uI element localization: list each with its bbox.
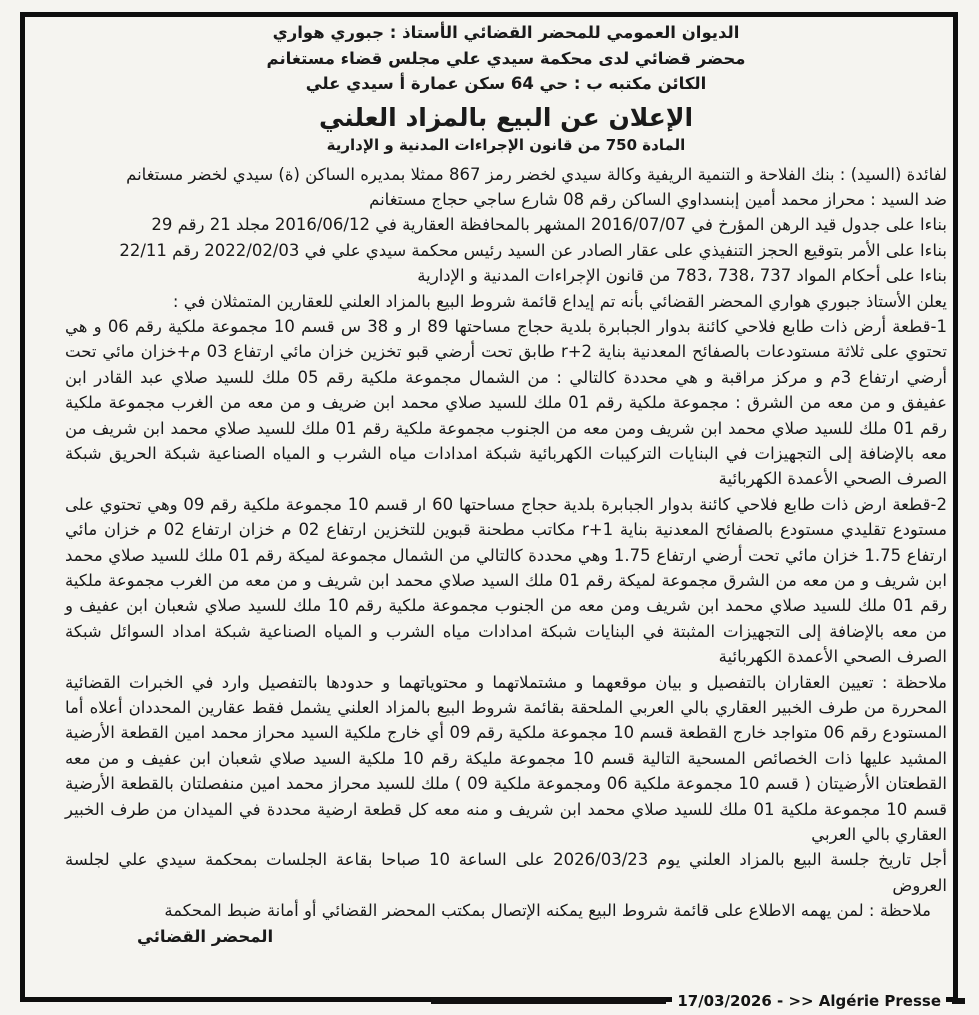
deposit-declaration-paragraph: يعلن الأستاذ جبوري هواري المحضر القضائي بأنه تم إيداع قائمة شروط البيع بالمزاد العلني للعقارين المتمثلان في : [172, 291, 947, 311]
legal-article-reference: المادة 750 من قانون الإجراءات المدنية و الإدارية [326, 135, 686, 154]
announcement-title: الإعلان عن البيع بالمزاد العلني [318, 102, 694, 132]
property-2-description: 2-قطعة ارض ذات طابع فلاحي كائنة بدوار الجبابرة بلدية حجاج مساحتها 60 ار قسم 10 مجموعة ملكية رقم 09 وهي تحتوي على مستودع تقليدي مستودع بالصفائح المعدنية بناية r+1 مكاتب مطحنة قبوين للتخزين ارتفاع 02 م خزان ارتفاع 02 م خزان مائي ارتفاع 1.75 خزان مائي تحت أرضي ارتفاع 1.75 وهي محددة كالتالي من الشمال مجموعة لميكة رقم 01 ملك للسيد صلاي محمد ابن شريف و من معه من الشرق مجموعة لميكة رقم 01 ملك السيد صلاي محمد ابن شريف و من معه من الغرب مجموعة ملكية رقم 01 ملك للسيد صلاي محمد ابن شريف ومن معه من الجنوب مجموعة ملكية رقم 10 ملك للسيد صلاي شعبان ابن عفيف و من معه بالإضافة إلى التجهيزات المثبتة في البنايات شبكة امدادات مياه الشرب و المياه الصناعية شبكة امداد السوائل شبكة الصرف الصحي الأعمدة الكهربائية [65, 494, 948, 667]
document-border-frame [20, 12, 958, 1002]
office-address-line: الكائن مكتبه ب : حي 64 سكن عمارة أ سيدي علي [305, 74, 707, 93]
seizure-order-paragraph: بناءا على الأمر بتوقيع الحجز التنفيذي على عقار الصادر عن السيد رئيس محكمة سيدي علي في 2022/02/03 رقم 22/11 [119, 240, 947, 260]
footer-rule-right [952, 998, 965, 1004]
expert-note-paragraph: ملاحظة : تعيين العقاران بالتفصيل و بيان موقعهما و مشتملاتهما و محتوياتهما و حدودها بالتفصيل وارد في الخبرات القضائية المحررة من طرف الخبير العقاري بالي العربي الملحقة بقائمة شروط البيع بالمزاد العلني يشمل فقط عقارين المحددان أعلاه أما المستودع رقم 06 متواجد خارج القطعة قسم 10 مجموعة ملكية رقم 09 أي خارج ملكية السيد محراز محمد امين القطعة الأرضية المشيد عليها ذات الخصائص المسحية التالية قسم 10 مجموعة مليكة رقم 10 ملكية السيد صلاي شعبان ابن عفيف و من معه القطعتان الأرضيتان ( قسم 10 مجموعة ملكية 06 ومجموعة ملكية 09 ) ملك للسيد محراز محمد امين منفصلتان بالقطعة الأرضية قسم 10 مجموعة ملكية 01 ملك للسيد صلاي محمد ابن شريف و منه معه كل قطعة ارضية محددة في الميدان من طرف الخبير العقاري بالي العربي [65, 672, 948, 845]
signature-title: المحضر القضائي [137, 926, 274, 946]
property-1-description: 1-قطعة أرض ذات طابع فلاحي كائنة بدوار الجبابرة بلدية حجاج مساحتها 89 ار و 38 س قسم 10 مجموعة ملكية رقم 06 و هي تحتوي على ثلاثة مستودعات بالصفائح المعدنية بناية r+2 طابق تحت أرضي قبو تخزين خزان مائي ارتفاع 03 م+خزان مائي تحت أرضي ارتفاع 3م و مركز مراقبة و هي محددة كالتالي : من الشمال مجموعة ملكية رقم 05 ملك للسيد صلاي عبد القادر ابن عفيفق و من معه من الشرق : مجموعة ملكية رقم 01 ملك للسيد صلاي محمد ابن ضريف و من معه من الغرب مجموعة ملكية رقم 01 ملك للسيد صلاي محمد ابن شريف ومن معه من الجنوب مجموعة ملكية رقم 01 ملك للسيد صلاي محمد ابن شريف من معه بالإضافة إلى التجهيزات في البنايات التركيبات الكهربائية شبكة امدادات مياه الشرب و المياه الصناعية شبكة الحريق شبكة الصرف الصحي الأعمدة الكهربائية [65, 316, 947, 489]
mortgage-record-paragraph: بناءا على جدول قيد الرهن المؤرخ في 2016/07/07 المشهر بالمحافظة العقارية في 2016/06/12 مجلد 21 رقم 29 [151, 215, 947, 235]
bailiff-role-line: محضر قضائي لدى محكمة سيدي علي مجلس قضاء مستغانم [266, 48, 746, 68]
document-body [65, 162, 947, 950]
defendant-paragraph: ضد السيد : محراز محمد أمين إبنسداوي الساكن رقم 08 شارع ساجي حجاج مستغانم [369, 189, 947, 209]
legal-articles-paragraph: بناءا على أحكام المواد 737 ،738 ،783 من قانون الإجراءات المدنية و الإدارية [417, 266, 947, 286]
press-footer [431, 990, 965, 1012]
footer-rule-left [431, 998, 666, 1004]
document-header [65, 20, 947, 156]
contact-note-paragraph: ملاحظة : لمن يهمه الاطلاع على قائمة شروط البيع يمكنه الإتصال بمكتب المحضر القضائي أو أمانة ضبط المحكمة [164, 901, 931, 921]
auction-date-paragraph: أجل تاريخ جلسة البيع بالمزاد العلني يوم 2026/03/23 على الساعة 10 صباحا بقاعة الجلسات بمحكمة سيدي علي لجلسة العروض [65, 850, 947, 895]
office-title: الديوان العمومي للمحضر القضائي الأستاذ : جبوري هواري [272, 23, 740, 42]
beneficiary-paragraph: لفائدة (السيد) : بنك الفلاحة و التنمية الريفية وكالة سيدي لخضر رمز 867 ممثلا بمديره الساكن (ة) سيدي لخضر مستغانم [126, 164, 947, 184]
press-date-stamp: 17/03/2026 - >> Algérie Presse [672, 990, 946, 1012]
